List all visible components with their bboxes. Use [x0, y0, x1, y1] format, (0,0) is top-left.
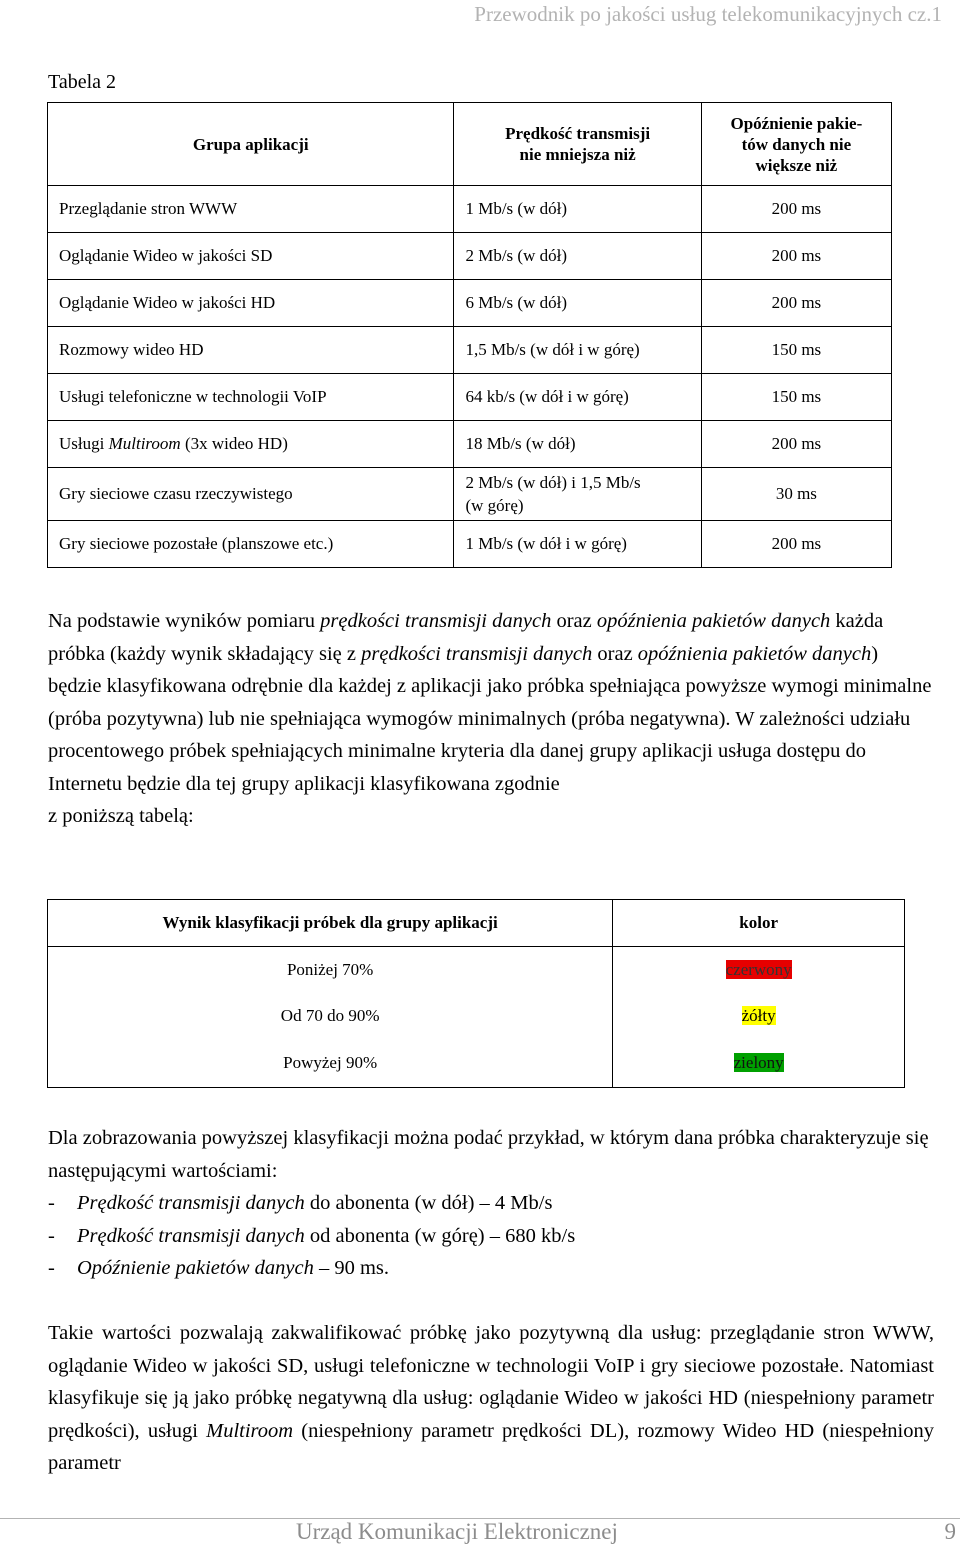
list-item: [48, 1187, 575, 1220]
list-dash: -: [48, 1257, 55, 1279]
list-dash: -: [48, 1192, 55, 1214]
cell-speed: 1 Mb/s (w dół): [454, 186, 701, 233]
header-delay-line: większe niż: [755, 155, 838, 175]
cell-color: [613, 993, 905, 1039]
text-italic: opóźnienia pakietów danych: [637, 642, 872, 665]
cell-speed: 1,5 Mb/s (w dół i w górę): [454, 327, 701, 374]
table-row: [48, 186, 892, 233]
table-row: [48, 421, 892, 468]
cell-speed-line: (w górę): [465, 496, 524, 515]
header-speed: [454, 103, 701, 186]
header-speed-line: Prędkość transmisji: [505, 124, 651, 143]
table-header-row: [48, 103, 892, 186]
header-group: Grupa aplikacji: [48, 103, 454, 186]
color-label-red: czerwony: [725, 960, 792, 979]
header-delay: [701, 103, 891, 186]
text-run: ) będzie klasyfikowana odrębnie dla każdej z aplikacji jako próbka spełniająca powyższe wymogi minimalne (próba pozytywna) lub nie spełniająca wymogów minimalnych (próba negatywna). W zależności udziału procentowego próbek spełniających minimalne kryteria dla danej grupy aplikacji usługa dostępu do Internetu będzie dla tej grupy aplikacji klasyfikowana zgodnie: [48, 642, 932, 795]
text-italic: Prędkość transmisji danych: [77, 1192, 305, 1214]
footer-institution: Urząd Komunikacji Elektronicznej: [296, 1519, 618, 1544]
table-header-row: [48, 900, 905, 947]
cell-color: [613, 1039, 905, 1088]
table-row: [48, 374, 892, 421]
cell-color: [613, 947, 905, 994]
cell-group-text: Usługi: [59, 434, 109, 453]
cell-range: Poniżej 70%: [48, 947, 613, 994]
text-italic: opóźnienia pakietów danych: [596, 610, 831, 632]
table-row: [48, 233, 892, 280]
cell-delay: 200 ms: [701, 186, 891, 233]
running-header: Przewodnik po jakości usług telekomunikacyjnych cz.1: [474, 2, 942, 26]
cell-delay: 30 ms: [701, 468, 891, 521]
header-delay-line: Opóźnienie pakie-: [730, 113, 863, 133]
cell-group: Przeglądanie stron WWW: [48, 186, 454, 233]
text-run: Na podstawie wyników pomiaru: [48, 610, 321, 632]
cell-group: Gry sieciowe pozostałe (planszowe etc.): [48, 521, 454, 568]
text-italic: prędkości transmisji danych: [320, 610, 552, 632]
cell-delay: 150 ms: [701, 374, 891, 421]
color-label-yellow: żółty: [741, 1006, 776, 1025]
cell-speed: [454, 468, 701, 521]
cell-delay: 200 ms: [701, 521, 891, 568]
cell-group: Gry sieciowe czasu rzeczywistego: [48, 468, 454, 521]
cell-speed-line: 2 Mb/s (w dół) i 1,5 Mb/s: [465, 473, 641, 492]
cell-group-italic: Multiroom: [108, 434, 181, 453]
classification-table: [47, 899, 905, 1088]
header-result: Wynik klasyfikacji próbek dla grupy aplikacji: [48, 900, 613, 947]
paragraph-example: Dla zobrazowania powyższej klasyfikacji można podać przykład, w którym dana próbka charakteryzuje się następującymi wartościami:: [48, 1127, 929, 1182]
table-caption: Tabela 2: [48, 71, 117, 93]
color-label-green: zielony: [733, 1053, 784, 1072]
cell-group: [48, 421, 454, 468]
table-row: [48, 468, 892, 521]
table-row: [48, 327, 892, 374]
cell-range: Od 70 do 90%: [48, 993, 613, 1039]
table-row: [48, 521, 892, 568]
header-speed-line: nie mniejsza niż: [519, 145, 636, 164]
paragraph-classification: [48, 605, 934, 833]
cell-range: Powyżej 90%: [48, 1039, 613, 1088]
cell-speed: 2 Mb/s (w dół): [454, 233, 701, 280]
text-italic: Prędkość transmisji danych: [77, 1224, 305, 1247]
text-run: – 90 ms.: [313, 1257, 390, 1279]
cell-speed: 64 kb/s (w dół i w górę): [454, 374, 701, 421]
text-run: (niespełniony parametr prędkości DL), rozmowy Wideo HD (niespełniony parametr: [48, 1419, 934, 1474]
page-number: 9: [944, 1519, 956, 1544]
text-run: Takie wartości pozwalają zakwalifikować próbkę jako pozytywną dla usług: przeglądanie stron WWW, oglądanie Wideo w jakości SD, usługi telefoniczne w technologii VoIP i gry sieciowe pozostałe. Natomiast klasyfikuje się ją jako próbkę negatywną dla usług: oglądanie Wideo w jakości HD (niespełniony parametr prędkości), usługi: [48, 1322, 934, 1442]
text-run: oraz: [551, 610, 597, 632]
text-run: każda próbka (każdy wynik składający się z: [48, 610, 884, 665]
header-delay-line: tów danych nie: [741, 134, 852, 154]
cell-group: Oglądanie Wideo w jakości HD: [48, 280, 454, 327]
cell-group: Oglądanie Wideo w jakości SD: [48, 233, 454, 280]
table-row: [48, 993, 905, 1039]
text-run: od abonenta (w górę) – 680 kb/s: [304, 1224, 576, 1247]
cell-delay: 200 ms: [701, 233, 891, 280]
cell-group: Usługi telefoniczne w technologii VoIP: [48, 374, 454, 421]
cell-speed: 18 Mb/s (w dół): [454, 421, 701, 468]
cell-delay: 200 ms: [701, 421, 891, 468]
cell-group-text: (3x wideo HD): [180, 434, 288, 453]
table-row: [48, 947, 905, 994]
text-run: do abonenta (w dół) – 4 Mb/s: [304, 1192, 553, 1214]
header-color: kolor: [613, 900, 905, 947]
text-run: oraz: [592, 642, 638, 665]
requirements-table: [47, 102, 892, 568]
list-item: [48, 1220, 575, 1253]
table-row: [48, 1039, 905, 1088]
text-italic: Opóźnienie pakietów danych: [77, 1257, 314, 1279]
cell-group: Rozmowy wideo HD: [48, 327, 454, 374]
text-italic: prędkości transmisji danych: [361, 642, 593, 665]
text-run: z poniższą tabelą:: [48, 805, 194, 827]
example-values-list: [48, 1187, 575, 1285]
cell-delay: 200 ms: [701, 280, 891, 327]
cell-speed: 6 Mb/s (w dół): [454, 280, 701, 327]
list-item: [48, 1252, 575, 1285]
list-dash: -: [48, 1224, 55, 1247]
paragraph-conclusion: [48, 1317, 934, 1480]
table-row: [48, 280, 892, 327]
cell-speed: 1 Mb/s (w dół i w górę): [454, 521, 701, 568]
text-italic: Multiroom: [206, 1419, 294, 1442]
cell-delay: 150 ms: [701, 327, 891, 374]
